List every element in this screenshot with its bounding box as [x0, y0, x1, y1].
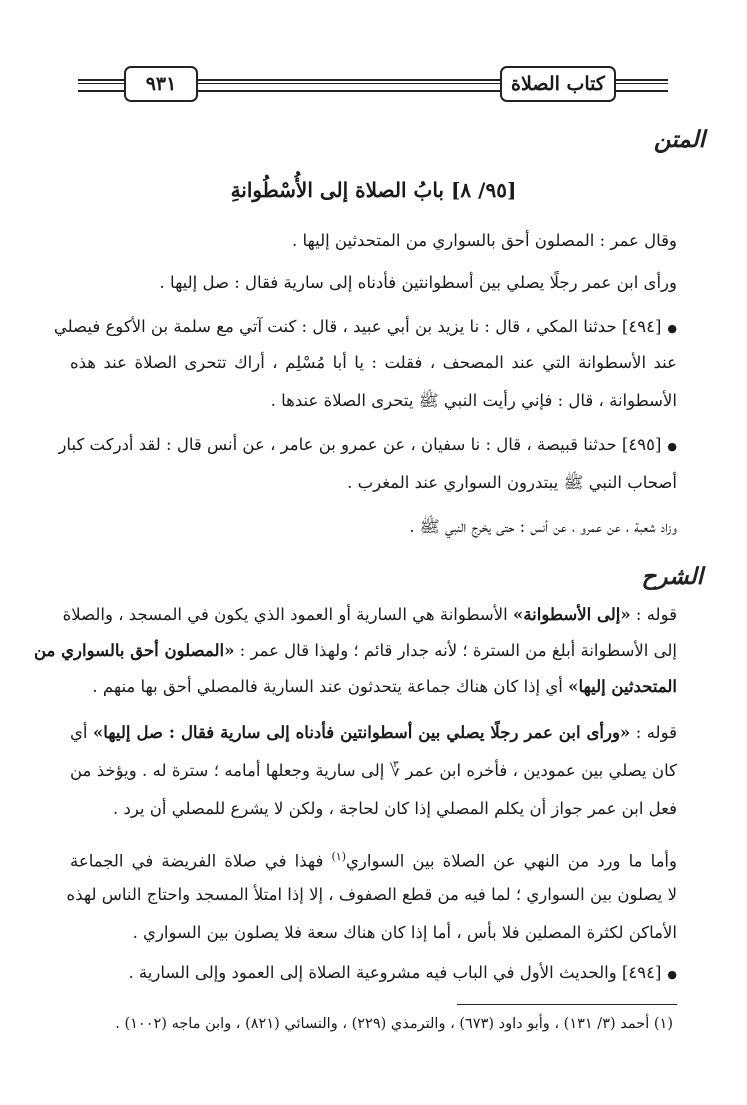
matn-line: وزاد شعبة ، عن عمرو ، عن أنس : حتى يخرج النبي ﷺ . — [409, 517, 677, 536]
hadith-494-line: الأسطوانة ، قال : فإني رأيت النبي ﷺ يتحرى الصلاة عندها . — [270, 391, 677, 410]
sharh-line: كان يصلي بين عمودين ، فأخره ابن عمر ؆ إلى سارية وجعلها أمامه ؛ سترة له . ويؤخذ من — [70, 761, 677, 780]
sharh-line — [70, 722, 677, 744]
sharh-section-mark: الشرح — [641, 563, 703, 590]
hadith-495-line: أصحاب النبي ﷺ يبتدرون السواري عند المغرب . — [347, 473, 677, 492]
sharh-line — [92, 676, 677, 698]
footnote: (١) أحمد (٣/ ١٣١) ، وأبو داود (٦٧٣) ، والترمذي (٢٢٩) ، والنسائي (٨٢١) ، وابن ماجه (١٠٠٢) . — [115, 1016, 673, 1032]
sharh-line — [128, 962, 677, 986]
sharh-quote: المتحدثين إليها» — [568, 677, 677, 696]
sharh-text: أي إذا كان هناك جماعة يتحدثون عند السارية فالمصلي أحق بها منهم . — [92, 677, 569, 696]
sharh-text: وأما ما ورد من النهي عن الصلاة بين السواري — [345, 851, 677, 871]
sharh-text: قوله : — [630, 723, 677, 742]
bullet-icon — [661, 963, 677, 982]
sharh-text: أي — [70, 723, 93, 742]
footnote-divider — [457, 1004, 677, 1005]
hadith-495-line — [58, 434, 677, 458]
sharh-quote: «إلى الأسطوانة» — [513, 605, 631, 624]
matn-section-mark: المتن — [653, 126, 705, 153]
sharh-text: إلى الأسطوانة أبلغ من السترة ؛ لأنه جدار قائم ؛ ولهذا قال عمر : — [234, 641, 677, 660]
hadith-text: [٤٩٤] حدثنا المكي ، قال : نا يزيد بن أبي عبيد ، قال : كنت آتي مع سلمة بن الأكوع فيصلي — [53, 317, 662, 336]
sharh-line — [33, 640, 677, 662]
matn-line: وقال عمر : المصلون أحق بالسواري من المتحدثين إليها . — [291, 231, 677, 250]
sharh-text: [٤٩٤] والحديث الأول في الباب فيه مشروعية الصلاة إلى العمود وإلى السارية . — [128, 963, 662, 982]
sharh-quote: «المصلون أحق بالسواري من — [33, 641, 235, 660]
sharh-line — [70, 846, 677, 873]
sharh-line: لا يصلون بين السواري ؛ لما فيه من قطع الصفوف ، إلا إذا امتلأ المسجد واحتاج الناس لهذه — [66, 885, 677, 904]
page-number: ٩٣١ — [124, 66, 198, 102]
sharh-text: الأسطوانة هي السارية أو العمود الذي يكون في المسجد ، والصلاة — [62, 605, 514, 624]
page-header — [78, 64, 668, 104]
matn-line: ورأى ابن عمر رجلًا يصلي بين أسطوانتين فأدناه إلى سارية فقال : صل إليها . — [159, 273, 677, 292]
bullet-icon — [661, 317, 677, 336]
sharh-text: فهذا في صلاة الفريضة في الجماعة — [70, 851, 332, 871]
chapter-heading: [٩٥/ ٨] بابُ الصلاة إلى الأُسْطُوانةِ — [230, 178, 517, 202]
footnote-marker[interactable]: (١) — [331, 850, 346, 863]
sharh-line — [62, 604, 677, 626]
hadith-494-line — [53, 316, 677, 340]
sharh-quote: «ورأى ابن عمر رجلًا يصلي بين أسطوانتين فأدناه إلى سارية فقال : صل إليها» — [92, 723, 631, 742]
hadith-494-line: عند الأسطوانة التي عند المصحف ، فقلت : يا أبا مُسْلِم ، أراك تتحرى الصلاة عند هذه — [70, 353, 677, 372]
sharh-line: الأماكن لكثرة المصلين فلا بأس ، أما إذا كان هناك سعة فلا يصلون بين السواري . — [132, 923, 677, 942]
sharh-line: فعل ابن عمر جواز أن يكلم المصلي إذا كان لحاجة ، ولكن لا يشرع للمصلي أن يرد . — [112, 799, 677, 818]
sharh-text: قوله : — [630, 605, 677, 624]
book-title: كتاب الصلاة — [500, 66, 616, 102]
bullet-icon — [661, 435, 677, 454]
hadith-text: [٤٩٥] حدثنا قبيصة ، قال : نا سفيان ، عن عمرو بن عامر ، عن أنس قال : لقد أدركت كبار — [58, 435, 662, 454]
